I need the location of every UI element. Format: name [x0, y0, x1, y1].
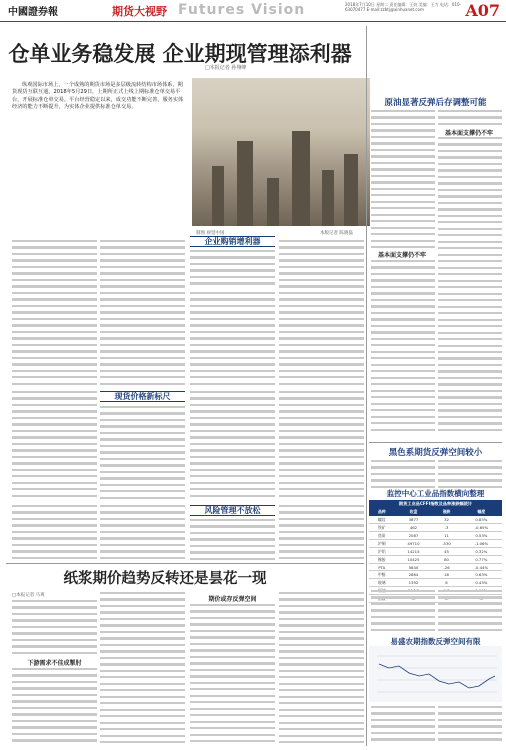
table-row: [369, 516, 502, 524]
sidebar-text: [438, 706, 502, 746]
issue-meta: 2018年7月10日 星期二 责任编辑：王姣 美编：王力 电话：010-63070477 E-mail:zzbtj@xinhuanet.com: [345, 2, 461, 12]
table-cell: 2087: [395, 532, 433, 540]
article-text: [12, 668, 97, 746]
sidebar-text: [438, 110, 502, 127]
article-text: [190, 292, 275, 387]
table-cell: 0.63%: [461, 571, 502, 579]
article-text: [279, 240, 364, 288]
section-heading-2: 现货价格新标尺: [100, 391, 185, 402]
article-text: [12, 292, 97, 387]
sidebar-headline-4: 易盛农期指数反弹空间有限: [390, 637, 481, 646]
photo-caption: 制图 视觉中国: [196, 231, 225, 236]
table-cell: 11: [432, 532, 460, 540]
article-text: [100, 505, 185, 560]
article-text: [100, 406, 185, 501]
table-row: [369, 548, 502, 556]
table-cell: 螺纹: [369, 516, 395, 524]
sidebar-headline-1: 原油显著反弹后存调整可能: [384, 98, 487, 108]
byline: □本报记者 孙翔峰: [205, 65, 247, 71]
sidebar-text: [371, 706, 435, 746]
sidebar-text: [438, 590, 502, 634]
table-row: [369, 556, 502, 564]
article-text: [12, 505, 97, 560]
article-text: [100, 592, 185, 746]
column-title-en: Futures Vision: [178, 2, 306, 18]
sidebar-text: [438, 460, 502, 490]
photo-building: [292, 131, 310, 226]
table-row: [369, 532, 502, 540]
table-cell: 6: [432, 579, 460, 587]
table-cell: -0.44%: [461, 564, 502, 571]
column-title: 期货大视野: [112, 5, 167, 18]
masthead: [0, 0, 506, 22]
table-cell: 沪铝: [369, 548, 395, 556]
table-row: [369, 524, 502, 532]
table-cell: 2864: [395, 571, 433, 579]
sidebar-text: [371, 110, 435, 250]
table-header-cell: 品种: [369, 508, 395, 516]
photo-building: [267, 178, 279, 226]
column-divider: [366, 26, 367, 746]
table-cell: 49710: [395, 540, 433, 548]
photo-building: [344, 154, 358, 226]
article-text: [12, 240, 97, 288]
sidebar-subhead-1: 基本面支撑仍不牢: [444, 130, 493, 137]
sidebar-text: [438, 137, 502, 437]
table-header-cell: 幅度: [461, 508, 502, 516]
table-cell: PTA: [369, 564, 395, 571]
table-cell: 5840: [395, 564, 433, 571]
article-text: [279, 292, 364, 387]
table-row: [369, 571, 502, 579]
sidebar-headline-2: 黑色系期货反弹空间较小: [388, 448, 483, 458]
table-cell: 10425: [395, 556, 433, 564]
table-row: [369, 540, 502, 548]
table-cell: 橡胶: [369, 556, 395, 564]
table-cell: 焦炭: [369, 532, 395, 540]
article-text: [190, 250, 275, 288]
sidebar-text: [371, 590, 435, 634]
table-row: [369, 579, 502, 587]
table-cell: 0.53%: [461, 532, 502, 540]
table-header-cell: 涨跌: [432, 508, 460, 516]
article-text: [190, 604, 275, 746]
table-cell: 沪铜: [369, 540, 395, 548]
article-text: [279, 391, 364, 501]
article-text: [12, 391, 97, 501]
article-text: [190, 519, 275, 560]
chart-background: [369, 646, 502, 702]
table-header-row: [369, 508, 502, 516]
sidebar-divider: [369, 442, 502, 443]
table-cell: 80: [432, 556, 460, 564]
photo-credit: 本版记者 陈晓磊: [320, 231, 353, 236]
article-text: [12, 600, 97, 656]
table-cell: 0.77%: [461, 556, 502, 564]
bottom-subhead-1: 下游需求不佳成掣肘: [27, 660, 82, 667]
agri-index-chart: [369, 646, 502, 702]
bottom-subhead-2: 期价或存反弹空间: [208, 596, 257, 603]
table-cell: 0.43%: [461, 579, 502, 587]
article-text: [190, 391, 275, 501]
table-cell: 462: [395, 524, 433, 532]
table-row: [369, 564, 502, 571]
sidebar-text: [371, 460, 435, 490]
table-cell: 0.32%: [461, 548, 502, 556]
page-number: A07: [465, 1, 500, 20]
article-text: [100, 240, 185, 288]
table-cell: 0.83%: [461, 516, 502, 524]
section-heading-3: 风险管理不放松: [190, 505, 275, 516]
sidebar-headline-3: 监控中心工业品指数横向整理: [386, 489, 485, 498]
table-cell: 45: [432, 548, 460, 556]
section-divider: [6, 563, 364, 564]
sidebar-text: [371, 260, 435, 436]
table-cell: 甲醇: [369, 571, 395, 579]
table-cell: -1.06%: [461, 540, 502, 548]
table-cell: 14215: [395, 548, 433, 556]
index-table-title: 期货工业品CFFI指数及品种涨跌幅统计: [369, 500, 502, 508]
table-cell: 1392: [395, 579, 433, 587]
bottom-byline: □本报记者 马爽: [12, 593, 45, 598]
table-cell: -530: [432, 540, 460, 548]
table-cell: -26: [432, 564, 460, 571]
photo-building: [237, 141, 253, 226]
paper-name: 中國證券報: [8, 7, 58, 18]
section-heading-1: 企业购销增利器: [190, 236, 275, 247]
feature-photo: [192, 78, 370, 226]
article-text: [279, 505, 364, 560]
index-table: [369, 508, 502, 603]
table-cell: -3: [432, 524, 460, 532]
table-cell: 铁矿: [369, 524, 395, 532]
table-cell: 3877: [395, 516, 433, 524]
photo-building: [322, 170, 334, 226]
table-cell: 玻璃: [369, 579, 395, 587]
main-headline: 仓单业务稳发展 企业期现管理添利器: [8, 42, 352, 66]
article-text: [100, 292, 185, 387]
table-cell: 32: [432, 516, 460, 524]
table-cell: -0.65%: [461, 524, 502, 532]
bottom-headline: 纸浆期价趋势反转还是昙花一现: [63, 571, 267, 587]
table-header-cell: 收盘: [395, 508, 433, 516]
article-text: [279, 592, 364, 746]
table-cell: 18: [432, 571, 460, 579]
photo-building: [212, 166, 224, 226]
sidebar-subhead-1b: 基本面支撑仍不牢: [377, 252, 426, 259]
lead-paragraph: 纵观国际市场上，一个成熟的期货市场是多层级流转结构市场体系，期货现货互联互通。2018年5月29日，上期所正式上线上期标准仓单交易平台，开展标准仓单交易。平台经营稳定以来，成交功能不断完善，服务实体经济的能力不断提升，为实体企业提供标准仓单交易。: [12, 82, 184, 110]
